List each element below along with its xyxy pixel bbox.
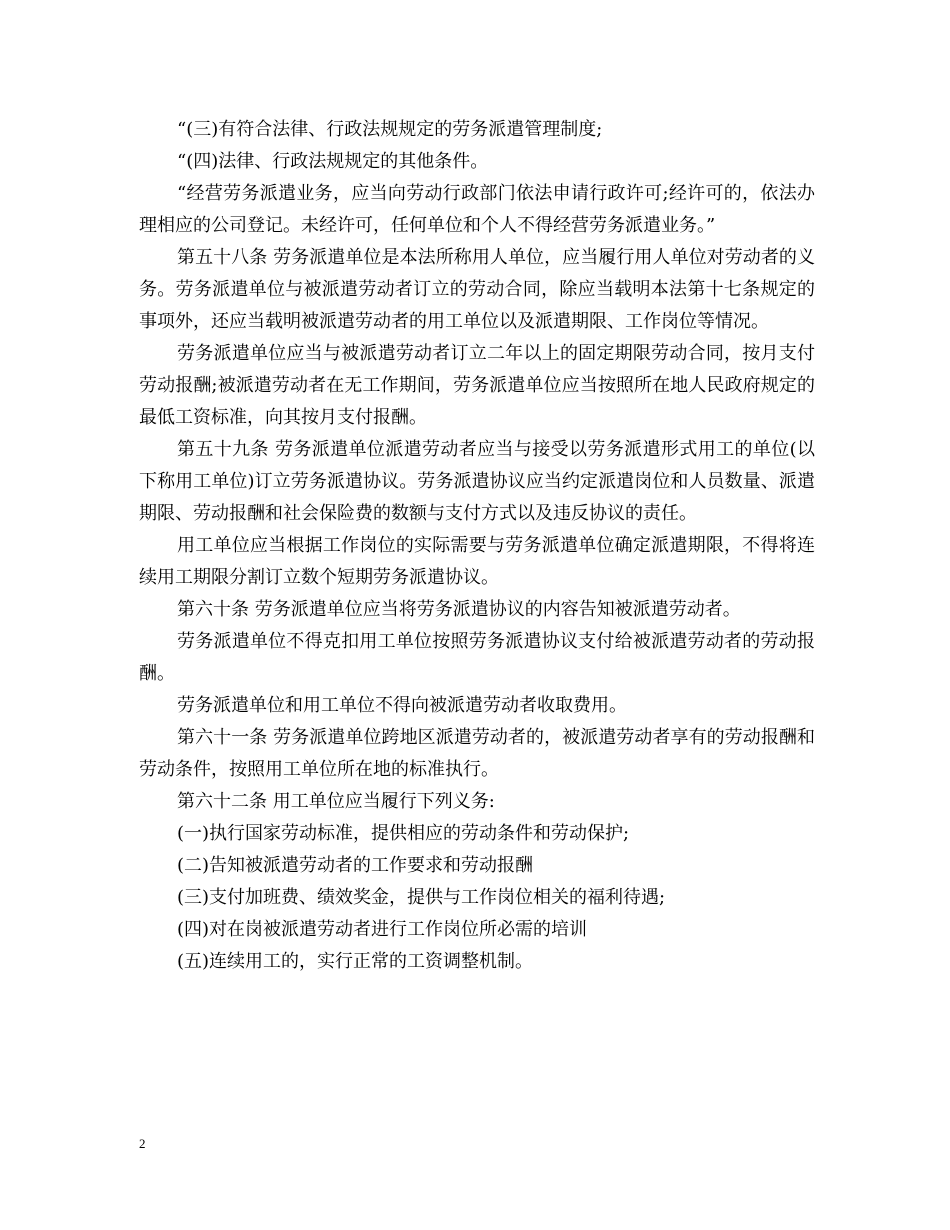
paragraph: 劳务派遣单位和用工单位不得向被派遣劳动者收取费用。 <box>177 695 627 716</box>
paragraph: “(四)法律、行政法规规定的其他条件。 <box>177 151 489 172</box>
paragraph: 劳务派遣单位应当与被派遣劳动者订立二年以上的固定期限劳动合同，按月支付劳动报酬;被派遣劳动者在无工作期间，劳务派遣单位应当按照所在地人民政府规定的最低工资标准，向其按月支付报酬。 <box>139 343 815 428</box>
paragraph: 第六十二条 用工单位应当履行下列义务: <box>177 791 495 812</box>
paragraph: 第五十八条 劳务派遣单位是本法所称用人单位，应当履行用人单位对劳动者的义务。劳务派遣单位与被派遣劳动者订立的劳动合同，除应当载明本法第十七条规定的事项外，还应当载明被派遣劳动者的用工单位以及派遣期限、工作岗位等情况。 <box>139 247 815 332</box>
paragraph: 劳务派遣单位不得克扣用工单位按照劳务派遣协议支付给被派遣劳动者的劳动报酬。 <box>139 631 815 684</box>
paragraph: (二)告知被派遣劳动者的工作要求和劳动报酬 <box>177 855 534 876</box>
paragraph: 用工单位应当根据工作岗位的实际需要与劳务派遣单位确定派遣期限，不得将连续用工期限分割订立数个短期劳务派遣协议。 <box>139 535 815 588</box>
paragraph: 第六十一条 劳务派遣单位跨地区派遣劳动者的，被派遣劳动者享有的劳动报酬和劳动条件，按照用工单位所在地的标准执行。 <box>139 727 815 780</box>
paragraph: “(三)有符合法律、行政法规规定的劳务派遣管理制度; <box>177 119 603 140</box>
page-number: 2 <box>139 1136 146 1151</box>
paragraph: 第五十九条 劳务派遣单位派遣劳动者应当与接受以劳务派遣形式用工的单位(以下称用工单位)订立劳务派遣协议。劳务派遣协议应当约定派遣岗位和人员数量、派遣期限、劳动报酬和社会保险费的数额与支付方式以及违反协议的责任。 <box>139 439 815 524</box>
paragraph: “经营劳务派遣业务，应当向劳动行政部门依法申请行政许可;经许可的，依法办理相应的公司登记。未经许可，任何单位和个人不得经营劳务派遣业务。” <box>139 183 815 236</box>
document-body <box>139 114 815 978</box>
paragraph: (四)对在岗被派遣劳动者进行工作岗位所必需的培训 <box>177 919 588 940</box>
paragraph: (五)连续用工的，实行正常的工资调整机制。 <box>177 951 534 972</box>
paragraph: (一)执行国家劳动标准，提供相应的劳动条件和劳动保护; <box>177 823 630 844</box>
paragraph: 第六十条 劳务派遣单位应当将劳务派遣协议的内容告知被派遣劳动者。 <box>177 599 741 620</box>
paragraph: (三)支付加班费、绩效奖金，提供与工作岗位相关的福利待遇; <box>177 887 666 908</box>
